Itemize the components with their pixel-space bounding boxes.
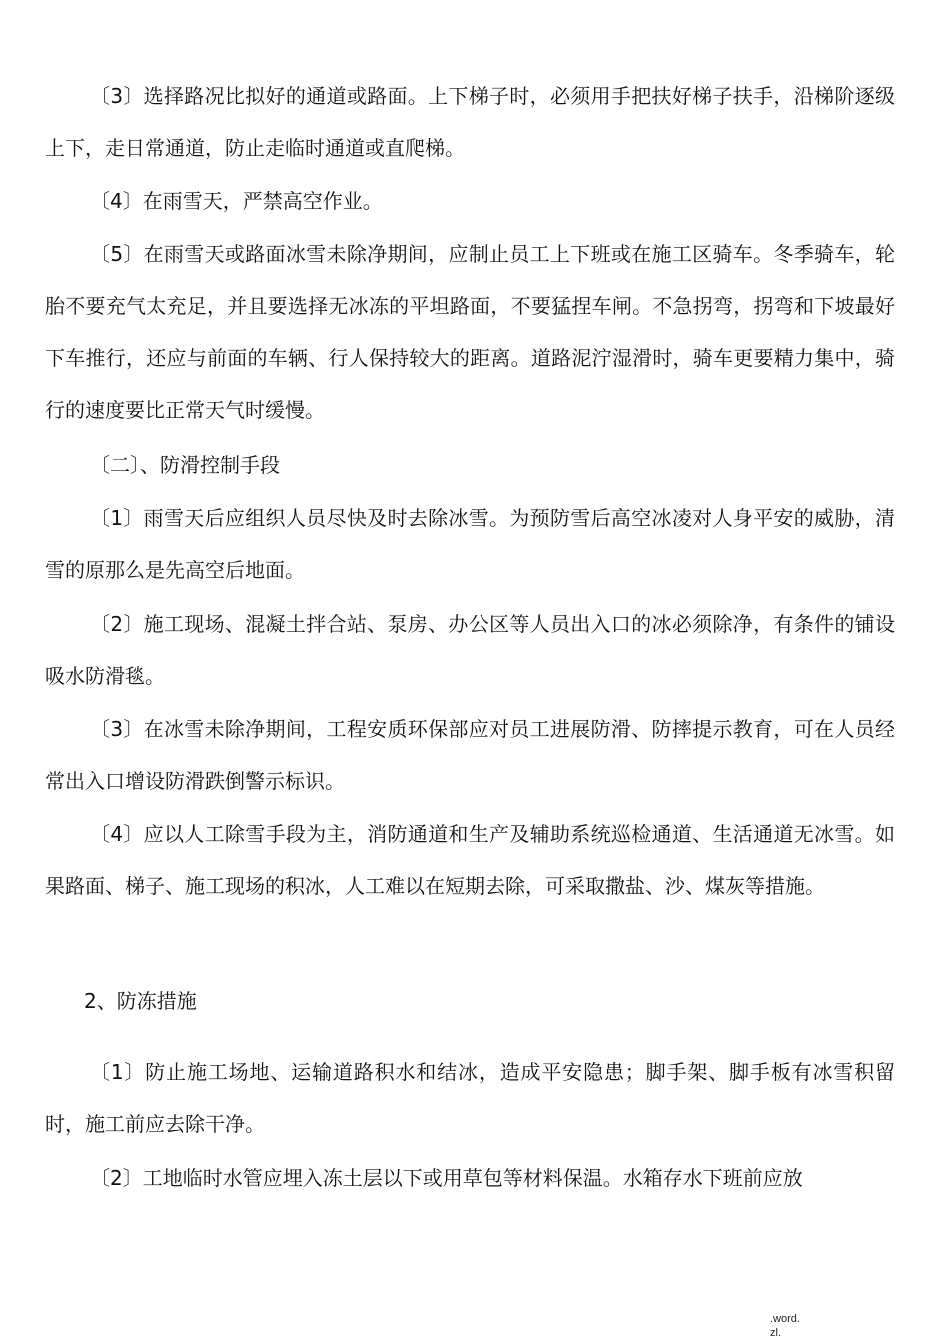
paragraph-prevent-icing: 〔1〕防止施工场地、运输道路积水和结冰，造成平安隐患；脚手架、脚手板有冰雪积留时，施工前应去除干净。 — [45, 1060, 895, 1136]
footer-line-1: .word. — [770, 1313, 800, 1325]
paragraph-entrance-ice: 〔2〕施工现场、混凝土拌合站、泵房、办公区等人员出入口的冰必须除净，有条件的铺设吸水防滑毯。 — [45, 612, 895, 688]
footer-line-2: zl. — [770, 1327, 781, 1339]
paragraph-no-high-altitude-work: 〔4〕在雨雪天，严禁高空作业。 — [90, 189, 383, 213]
page-footer — [770, 1312, 800, 1340]
paragraph-water-pipes: 〔2〕工地临时水管应埋入冻土层以下或用草包等材料保温。水箱存水下班前应放 — [90, 1166, 803, 1190]
paragraph-safety-education: 〔3〕在冰雪未除净期间，工程安质环保部应对员工进展防滑、防摔提示教育，可在人员经常出入口增设防滑跌倒警示标识。 — [45, 717, 895, 793]
paragraph-manual-snow-removal: 〔4〕应以人工除雪手段为主，消防通道和生产及辅助系统巡检通道、生活通道无冰雪。如果路面、梯子、施工现场的积冰，人工难以在短期去除，可采取撒盐、沙、煤灰等措施。 — [45, 822, 895, 898]
section-heading-antifreeze: 2、防冻措施 — [84, 989, 197, 1013]
paragraph-snow-removal: 〔1〕雨雪天后应组织人员尽快及时去除冰雪。为预防雪后高空冰凌对人身平安的威胁，清雪的原那么是先高空后地面。 — [45, 506, 895, 582]
paragraph-ladder-safety: 〔3〕选择路况比拟好的通道或路面。上下梯子时，必须用手把扶好梯子扶手，沿梯阶逐级上下，走日常通道，防止走临时通道或直爬梯。 — [45, 84, 895, 160]
paragraph-cycling-rules: 〔5〕在雨雪天或路面冰雪未除净期间，应制止员工上下班或在施工区骑车。冬季骑车，轮胎不要充气太充足，并且要选择无冰冻的平坦路面，不要猛捏车闸。不急拐弯，拐弯和下坡最好下车推行，还应与前面的车辆、行人保持较大的距离。道路泥泞湿滑时，骑车更要精力集中，骑行的速度要比正常天气时缓慢。 — [45, 242, 895, 422]
subsection-heading-anti-slip: 〔二〕、防滑控制手段 — [90, 453, 280, 477]
